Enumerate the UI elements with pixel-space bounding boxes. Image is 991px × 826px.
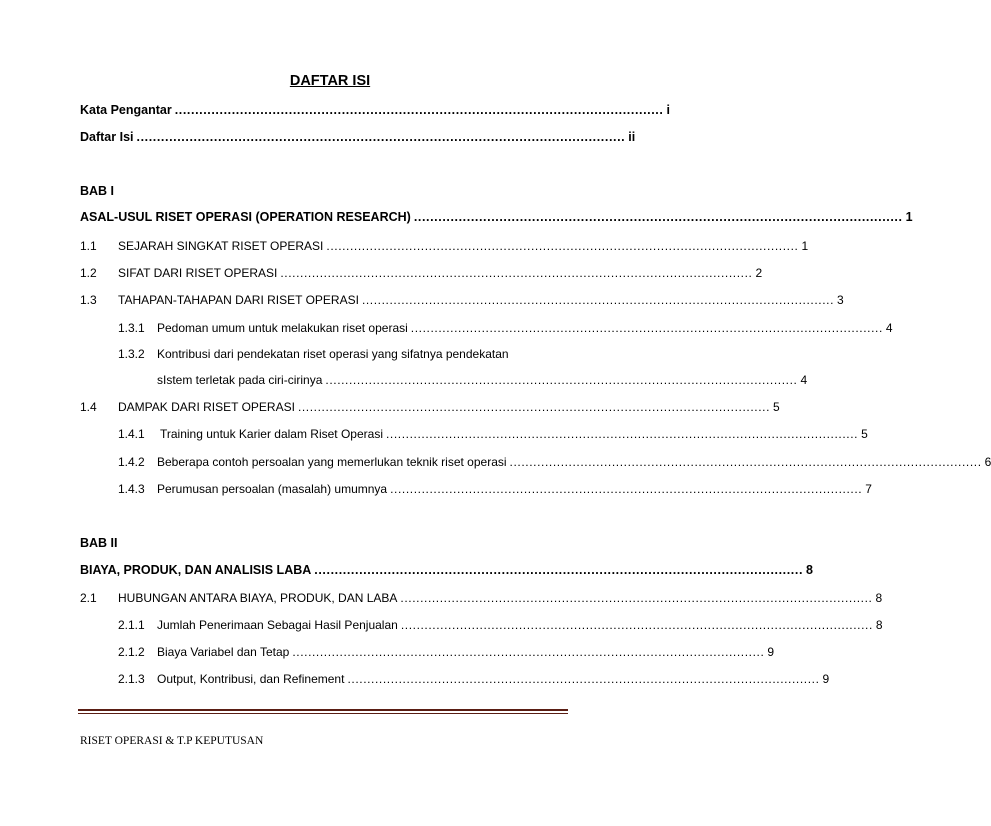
bab-heading: BAB II — [80, 536, 118, 550]
toc-entry[interactable] — [0, 400, 780, 420]
toc-section-number: 1.4.3 — [118, 482, 145, 496]
toc-page-number: i — [666, 103, 670, 117]
page-footer: RISET OPERASI & T.P KEPUTUSAN — [80, 735, 264, 747]
toc-leader-dots: ........................................................................................................................ — [413, 210, 903, 224]
toc-entry-daftar-isi[interactable] — [0, 130, 638, 150]
toc-section-number: 1.3.1 — [118, 321, 145, 335]
toc-leader-dots: ........................................................................................................................ — [410, 321, 883, 335]
toc-section-number: 1.3.2 — [118, 347, 145, 361]
toc-section-number: 1.1 — [80, 239, 97, 253]
toc-entry[interactable] — [0, 591, 883, 611]
toc-leader-dots: ........................................................................................................................ — [400, 618, 873, 632]
bab-heading: BAB I — [80, 184, 115, 198]
toc-page-number: 8 — [875, 591, 883, 605]
toc-section-number: 1.2 — [80, 266, 97, 280]
toc-leader-dots: ........................................................................................................................ — [325, 373, 798, 387]
toc-leader-dots: ........................................................................................................................ — [390, 482, 863, 496]
toc-entry-label: Output, Kontribusi, dan Refinement — [157, 672, 345, 686]
toc-page-number: 2 — [755, 266, 763, 280]
toc-leader-dots: ........................................................................................................................ — [174, 103, 664, 117]
toc-entry-label: Pedoman umum untuk melakukan riset operasi — [157, 321, 408, 335]
toc-leader-dots: ........................................................................................................................ — [280, 266, 753, 280]
toc-subentry[interactable] — [0, 321, 893, 341]
toc-page-number: 1 — [905, 210, 913, 224]
toc-entry-kata-pengantar[interactable] — [0, 103, 670, 123]
toc-section-number: 2.1.2 — [118, 645, 145, 659]
toc-section-number: 2.1.1 — [118, 618, 145, 632]
toc-entry-label: sIstem terletak pada ciri-cirinya — [157, 373, 323, 387]
toc-section-number: 1.4 — [80, 400, 97, 414]
toc-leader-dots: ........................................................................................................................ — [361, 293, 835, 307]
toc-section-number: 1.3 — [80, 293, 97, 307]
toc-chapter-title[interactable] — [0, 563, 813, 583]
toc-page-number: 6 — [984, 455, 991, 469]
toc-leader-dots: ........................................................................................................................ — [292, 645, 765, 659]
toc-leader-dots: ........................................................................................................................ — [314, 563, 804, 577]
toc-entry-label: Beberapa contoh persoalan yang memerlukan teknik riset operasi — [157, 455, 507, 469]
toc-entry-label: BIAYA, PRODUK, DAN ANALISIS LABA — [80, 563, 312, 577]
toc-entry-label: Perumusan persoalan (masalah) umumnya — [157, 482, 388, 496]
toc-subentry[interactable] — [0, 455, 991, 475]
toc-page-number: 3 — [837, 293, 844, 307]
toc-page-number: 5 — [773, 400, 780, 414]
toc-entry-label: Biaya Variabel dan Tetap — [157, 645, 290, 659]
toc-entry[interactable] — [0, 266, 763, 286]
toc-leader-dots: ........................................................................................................................ — [509, 455, 982, 469]
footer-divider-thin — [78, 713, 568, 714]
toc-section-number: 1.4.1 — [118, 427, 145, 441]
toc-chapter-title[interactable] — [0, 210, 913, 230]
toc-leader-dots: ........................................................................................................................ — [385, 427, 859, 441]
toc-entry-label: Kontribusi dari pendekatan riset operasi yang sifatnya pendekatan — [157, 347, 509, 361]
toc-section-number: 1.4.2 — [118, 455, 145, 469]
toc-page-number: 9 — [822, 672, 830, 686]
toc-entry-label: Training untuk Karier dalam Riset Operasi — [160, 427, 383, 441]
toc-entry-label: Kata Pengantar — [80, 103, 172, 117]
toc-entry-label: SIFAT DARI RISET OPERASI — [118, 266, 278, 280]
toc-entry[interactable] — [0, 293, 844, 313]
toc-leader-dots: ........................................................................................................................ — [136, 130, 626, 144]
toc-entry-label: Jumlah Penerimaan Sebagai Hasil Penjualan — [157, 618, 398, 632]
toc-entry-label: SEJARAH SINGKAT RISET OPERASI — [118, 239, 324, 253]
toc-page-number: 5 — [861, 427, 868, 441]
toc-page-number: 7 — [865, 482, 872, 496]
toc-subentry-continuation[interactable] — [0, 373, 808, 393]
toc-leader-dots: ........................................................................................................................ — [400, 591, 873, 605]
toc-entry[interactable] — [0, 239, 809, 259]
toc-page-number: ii — [628, 130, 636, 144]
toc-page-number: 9 — [767, 645, 775, 659]
toc-entry-label: TAHAPAN-TAHAPAN DARI RISET OPERASI — [118, 293, 359, 307]
toc-subentry[interactable] — [0, 645, 775, 665]
toc-section-number: 2.1 — [80, 591, 97, 605]
toc-leader-dots: ........................................................................................................................ — [347, 672, 820, 686]
toc-page-number: 4 — [800, 373, 808, 387]
toc-subentry[interactable] — [0, 672, 830, 692]
toc-subentry[interactable] — [0, 618, 883, 638]
footer-divider — [78, 709, 568, 711]
toc-subentry[interactable] — [0, 427, 868, 447]
toc-page-number: 1 — [801, 239, 809, 253]
toc-subentry[interactable] — [0, 347, 638, 367]
toc-entry-label: HUBUNGAN ANTARA BIAYA, PRODUK, DAN LABA — [118, 591, 398, 605]
toc-page-number: 8 — [806, 563, 813, 577]
toc-page-number: 8 — [875, 618, 883, 632]
toc-entry-label: ASAL-USUL RISET OPERASI (OPERATION RESEARCH) — [80, 210, 411, 224]
toc-leader-dots: ........................................................................................................................ — [297, 400, 771, 414]
toc-section-number: 2.1.3 — [118, 672, 145, 686]
toc-entry-label: DAMPAK DARI RISET OPERASI — [118, 400, 295, 414]
toc-page-number: 4 — [885, 321, 893, 335]
toc-leader-dots: ........................................................................................................................ — [326, 239, 799, 253]
toc-subentry[interactable] — [0, 482, 872, 502]
toc-entry-label: Daftar Isi — [80, 130, 134, 144]
page-title: DAFTAR ISI — [289, 73, 371, 89]
